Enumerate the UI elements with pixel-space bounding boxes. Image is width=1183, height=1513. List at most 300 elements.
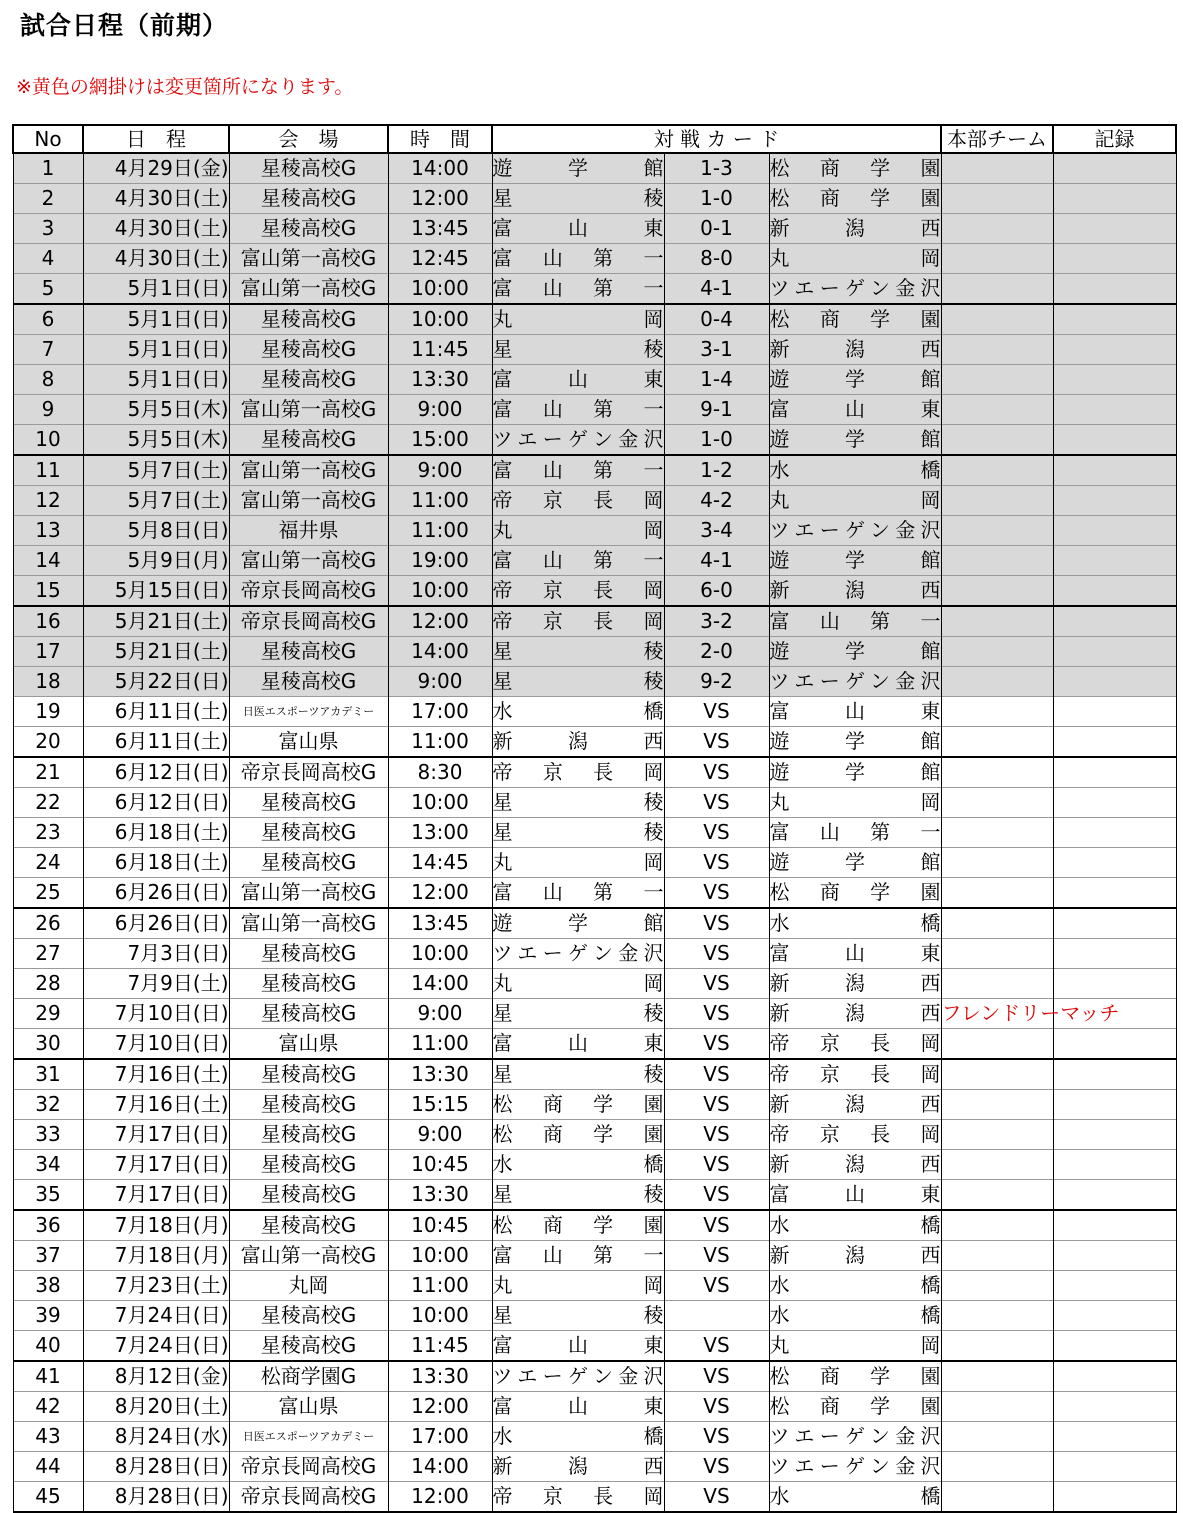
- match-score: VS: [664, 1331, 769, 1362]
- table-row: [13, 486, 1176, 516]
- table-row: [13, 214, 1176, 244]
- home-team: [492, 486, 664, 516]
- match-venue: 星稜高校G: [229, 153, 388, 184]
- home-team-label: 富山第一: [492, 1243, 664, 1267]
- away-team-label: 富山東: [769, 941, 941, 965]
- match-date: 5月21日(土): [83, 606, 229, 637]
- match-venue: 富山第一高校G: [229, 908, 388, 939]
- match-date: 4月30日(土): [83, 244, 229, 274]
- match-date: 7月18日(月): [83, 1210, 229, 1241]
- home-team: [492, 576, 664, 607]
- home-team: [492, 667, 664, 697]
- match-venue: 富山県: [229, 1029, 388, 1060]
- table-row: [13, 757, 1176, 788]
- match-record: [1053, 939, 1176, 969]
- match-venue: 星稜高校G: [229, 1331, 388, 1362]
- table-row: [13, 425, 1176, 456]
- away-team: [769, 848, 941, 878]
- home-team: [492, 395, 664, 425]
- home-team: [492, 1210, 664, 1241]
- match-venue: 富山第一高校G: [229, 244, 388, 274]
- home-team-label: 富山第一: [492, 458, 664, 482]
- table-row: [13, 1331, 1176, 1362]
- match-venue: 帝京長岡高校G: [229, 606, 388, 637]
- match-record: [1053, 1452, 1176, 1482]
- match-note: [941, 1210, 1053, 1241]
- match-record: [1053, 546, 1176, 576]
- match-venue: 富山第一高校G: [229, 455, 388, 486]
- home-team-label: 水橋: [492, 1424, 664, 1448]
- match-venue: 星稜高校G: [229, 969, 388, 999]
- home-team-label: 富山東: [492, 1333, 664, 1357]
- match-record: [1053, 1120, 1176, 1150]
- match-record: [1053, 425, 1176, 456]
- match-note: [941, 969, 1053, 999]
- match-note: [941, 516, 1053, 546]
- match-score: 6-0: [664, 576, 769, 607]
- match-record: [1053, 395, 1176, 425]
- away-team: [769, 1331, 941, 1362]
- match-venue: 富山第一高校G: [229, 546, 388, 576]
- match-score: 0-1: [664, 214, 769, 244]
- away-team: [769, 1180, 941, 1211]
- away-team: [769, 1210, 941, 1241]
- match-date: 7月3日(日): [83, 939, 229, 969]
- home-team: [492, 1029, 664, 1060]
- match-venue: 帝京長岡高校G: [229, 1452, 388, 1482]
- home-team: [492, 335, 664, 365]
- match-date: 5月1日(日): [83, 365, 229, 395]
- away-team: [769, 425, 941, 456]
- match-no: 30: [13, 1029, 83, 1060]
- away-team: [769, 999, 941, 1029]
- home-team-label: 星稜: [492, 790, 664, 814]
- table-row: [13, 1301, 1176, 1331]
- match-no: 33: [13, 1120, 83, 1150]
- away-team: [769, 939, 941, 969]
- match-score: VS: [664, 999, 769, 1029]
- match-score: VS: [664, 1210, 769, 1241]
- away-team: [769, 395, 941, 425]
- match-time: 8:30: [388, 757, 492, 788]
- home-team-label: 星稜: [492, 820, 664, 844]
- match-venue: 星稜高校G: [229, 184, 388, 214]
- match-no: 14: [13, 546, 83, 576]
- home-team: [492, 365, 664, 395]
- match-note: [941, 274, 1053, 305]
- match-record: [1053, 727, 1176, 758]
- match-note: [941, 184, 1053, 214]
- match-time: 13:45: [388, 214, 492, 244]
- away-team-label: 遊学館: [769, 850, 941, 874]
- away-team: [769, 304, 941, 335]
- match-venue: 星稜高校G: [229, 365, 388, 395]
- match-score: 3-2: [664, 606, 769, 637]
- match-score: 2-0: [664, 637, 769, 667]
- away-team-label: 帝京長岡: [769, 1062, 941, 1086]
- away-team: [769, 667, 941, 697]
- match-record: [1053, 969, 1176, 999]
- match-time: 14:00: [388, 637, 492, 667]
- match-score: VS: [664, 908, 769, 939]
- match-score: VS: [664, 1452, 769, 1482]
- home-team: [492, 244, 664, 274]
- match-time: 14:00: [388, 969, 492, 999]
- away-team-label: 帝京長岡: [769, 1122, 941, 1146]
- header-record: 記録: [1053, 125, 1176, 153]
- match-no: 22: [13, 788, 83, 818]
- away-team: [769, 727, 941, 758]
- page-title: 試合日程（前期）: [20, 11, 229, 40]
- away-team: [769, 1241, 941, 1271]
- home-team-label: 星稜: [492, 1001, 664, 1025]
- home-team-label: 新潟西: [492, 1454, 664, 1478]
- match-score: VS: [664, 1361, 769, 1392]
- home-team: [492, 1452, 664, 1482]
- away-team-label: 新潟西: [769, 337, 941, 361]
- home-team-label: 帝京長岡: [492, 578, 664, 602]
- away-team-label: ツエーゲン金沢: [769, 518, 941, 542]
- match-score: 1-0: [664, 425, 769, 456]
- home-team: [492, 999, 664, 1029]
- match-score: 1-4: [664, 365, 769, 395]
- match-record: [1053, 1059, 1176, 1090]
- match-score: VS: [664, 1090, 769, 1120]
- home-team-label: 富山東: [492, 367, 664, 391]
- match-score: 4-1: [664, 274, 769, 305]
- table-row: [13, 727, 1176, 758]
- away-team-label: 富山東: [769, 699, 941, 723]
- table-row: [13, 244, 1176, 274]
- table-row: [13, 184, 1176, 214]
- home-team: [492, 697, 664, 727]
- match-time: 12:00: [388, 184, 492, 214]
- match-venue: 富山第一高校G: [229, 1241, 388, 1271]
- match-time: 10:45: [388, 1210, 492, 1241]
- match-date: 7月17日(日): [83, 1120, 229, 1150]
- match-no: 24: [13, 848, 83, 878]
- table-row: [13, 153, 1176, 184]
- home-team-label: 遊学館: [492, 911, 664, 935]
- match-note: [941, 757, 1053, 788]
- away-team-label: 新潟西: [769, 1152, 941, 1176]
- match-venue: 富山第一高校G: [229, 274, 388, 305]
- match-venue: 星稜高校G: [229, 939, 388, 969]
- match-venue: 富山県: [229, 727, 388, 758]
- header-no: No: [13, 125, 83, 153]
- away-team-label: 新潟西: [769, 971, 941, 995]
- match-score: VS: [664, 1422, 769, 1452]
- match-venue: 富山県: [229, 1392, 388, 1422]
- match-venue: 星稜高校G: [229, 1301, 388, 1331]
- match-score: 4-2: [664, 486, 769, 516]
- schedule-table: [12, 124, 1177, 1513]
- home-team-label: ツエーゲン金沢: [492, 1364, 664, 1388]
- match-score: VS: [664, 1180, 769, 1211]
- table-row: [13, 365, 1176, 395]
- match-record: [1053, 1210, 1176, 1241]
- home-team-label: 富山東: [492, 1394, 664, 1418]
- match-note: [941, 214, 1053, 244]
- home-team: [492, 425, 664, 456]
- match-date: 8月20日(土): [83, 1392, 229, 1422]
- table-row: [13, 878, 1176, 909]
- match-time: 9:00: [388, 1120, 492, 1150]
- match-score: 3-4: [664, 516, 769, 546]
- match-score: VS: [664, 939, 769, 969]
- match-date: 6月11日(土): [83, 697, 229, 727]
- match-no: 36: [13, 1210, 83, 1241]
- match-date: 7月18日(月): [83, 1241, 229, 1271]
- table-row: [13, 818, 1176, 848]
- match-note: [941, 335, 1053, 365]
- match-note: [941, 606, 1053, 637]
- match-record: [1053, 1331, 1176, 1362]
- schedule-body: [13, 153, 1176, 1512]
- away-team: [769, 1059, 941, 1090]
- home-team-label: 丸岡: [492, 307, 664, 331]
- match-score: VS: [664, 1059, 769, 1090]
- away-team: [769, 1090, 941, 1120]
- home-team: [492, 727, 664, 758]
- match-no: 37: [13, 1241, 83, 1271]
- table-row: [13, 395, 1176, 425]
- match-note: [941, 878, 1053, 909]
- match-date: 7月23日(土): [83, 1271, 229, 1301]
- home-team-label: 富山第一: [492, 397, 664, 421]
- away-team-label: ツエーゲン金沢: [769, 1424, 941, 1448]
- home-team: [492, 1059, 664, 1090]
- match-note: [941, 1271, 1053, 1301]
- match-note: [941, 788, 1053, 818]
- match-time: 13:30: [388, 1059, 492, 1090]
- away-team-label: 水橋: [769, 1484, 941, 1508]
- match-record: [1053, 516, 1176, 546]
- match-note: [941, 1422, 1053, 1452]
- match-time: 10:00: [388, 1301, 492, 1331]
- away-team: [769, 818, 941, 848]
- table-row: [13, 1090, 1176, 1120]
- match-note: [941, 455, 1053, 486]
- match-record: [1053, 637, 1176, 667]
- away-team-label: 水橋: [769, 1273, 941, 1297]
- match-date: 5月5日(木): [83, 425, 229, 456]
- home-team-label: 松商学園: [492, 1122, 664, 1146]
- home-team: [492, 788, 664, 818]
- match-note: [941, 425, 1053, 456]
- home-team-label: 星稜: [492, 337, 664, 361]
- table-row: [13, 516, 1176, 546]
- match-venue: 星稜高校G: [229, 818, 388, 848]
- match-note: [941, 1301, 1053, 1331]
- match-no: 41: [13, 1361, 83, 1392]
- match-record: [1053, 486, 1176, 516]
- away-team-label: 新潟西: [769, 578, 941, 602]
- match-date: 8月28日(日): [83, 1482, 229, 1513]
- away-team: [769, 365, 941, 395]
- match-score: 1-2: [664, 455, 769, 486]
- home-team: [492, 1482, 664, 1513]
- home-team: [492, 878, 664, 909]
- away-team: [769, 335, 941, 365]
- away-team-label: 遊学館: [769, 427, 941, 451]
- match-time: 14:45: [388, 848, 492, 878]
- away-team: [769, 1361, 941, 1392]
- header-date: 日 程: [83, 125, 229, 153]
- away-team-label: 水橋: [769, 1303, 941, 1327]
- match-venue: 帝京長岡高校G: [229, 576, 388, 607]
- away-team: [769, 244, 941, 274]
- away-team: [769, 455, 941, 486]
- match-note: [941, 304, 1053, 335]
- match-venue: 帝京長岡高校G: [229, 757, 388, 788]
- away-team: [769, 546, 941, 576]
- away-team-label: 富山東: [769, 397, 941, 421]
- match-score: 3-1: [664, 335, 769, 365]
- match-date: 7月24日(日): [83, 1301, 229, 1331]
- match-date: 5月1日(日): [83, 274, 229, 305]
- away-team-label: 遊学館: [769, 729, 941, 753]
- match-no: 7: [13, 335, 83, 365]
- match-time: 17:00: [388, 697, 492, 727]
- match-time: 11:00: [388, 516, 492, 546]
- table-row: [13, 1271, 1176, 1301]
- home-team: [492, 848, 664, 878]
- match-no: 11: [13, 455, 83, 486]
- match-time: 11:00: [388, 727, 492, 758]
- match-venue: 星稜高校G: [229, 667, 388, 697]
- match-record: [1053, 1482, 1176, 1513]
- home-team: [492, 757, 664, 788]
- match-record: [1053, 1271, 1176, 1301]
- table-row: [13, 1392, 1176, 1422]
- match-no: 20: [13, 727, 83, 758]
- match-score: 4-1: [664, 546, 769, 576]
- home-team-label: 丸岡: [492, 518, 664, 542]
- away-team-label: 水橋: [769, 911, 941, 935]
- match-record: [1053, 667, 1176, 697]
- table-row: [13, 939, 1176, 969]
- match-record: [1053, 1422, 1176, 1452]
- match-note: [941, 244, 1053, 274]
- match-time: 10:00: [388, 1241, 492, 1271]
- match-note: [941, 1361, 1053, 1392]
- match-time: 9:00: [388, 667, 492, 697]
- match-record: [1053, 304, 1176, 335]
- away-team-label: 富山東: [769, 1182, 941, 1206]
- match-date: 5月1日(日): [83, 335, 229, 365]
- match-time: 13:30: [388, 1361, 492, 1392]
- match-record: [1053, 455, 1176, 486]
- away-team-label: ツエーゲン金沢: [769, 669, 941, 693]
- match-note: [941, 1331, 1053, 1362]
- match-date: 8月28日(日): [83, 1452, 229, 1482]
- home-team-label: 帝京長岡: [492, 760, 664, 784]
- match-score: 1-3: [664, 153, 769, 184]
- match-score: VS: [664, 1120, 769, 1150]
- away-team: [769, 1452, 941, 1482]
- match-score: 9-2: [664, 667, 769, 697]
- match-time: 13:30: [388, 1180, 492, 1211]
- match-note: [941, 546, 1053, 576]
- home-team-label: 水橋: [492, 699, 664, 723]
- match-no: 18: [13, 667, 83, 697]
- table-row: [13, 1120, 1176, 1150]
- match-time: 13:00: [388, 818, 492, 848]
- match-record: [1053, 878, 1176, 909]
- away-team: [769, 274, 941, 305]
- match-time: 17:00: [388, 1422, 492, 1452]
- match-date: 6月18日(土): [83, 848, 229, 878]
- match-no: 38: [13, 1271, 83, 1301]
- match-date: 4月29日(金): [83, 153, 229, 184]
- match-venue: 富山第一高校G: [229, 878, 388, 909]
- match-no: 27: [13, 939, 83, 969]
- match-record: [1053, 697, 1176, 727]
- home-team-label: 富山東: [492, 216, 664, 240]
- match-time: 11:45: [388, 1331, 492, 1362]
- table-row: [13, 788, 1176, 818]
- match-no: 5: [13, 274, 83, 305]
- home-team-label: 帝京長岡: [492, 609, 664, 633]
- match-time: 11:00: [388, 1271, 492, 1301]
- match-date: 7月24日(日): [83, 1331, 229, 1362]
- match-score: 0-4: [664, 304, 769, 335]
- home-team-label: 水橋: [492, 1152, 664, 1176]
- away-team: [769, 788, 941, 818]
- match-date: 6月12日(日): [83, 788, 229, 818]
- match-time: 12:00: [388, 1482, 492, 1513]
- match-no: 21: [13, 757, 83, 788]
- match-note: [941, 1090, 1053, 1120]
- match-time: 12:45: [388, 244, 492, 274]
- match-note: [941, 848, 1053, 878]
- table-row: [13, 606, 1176, 637]
- match-date: 6月18日(土): [83, 818, 229, 848]
- away-team-label: 松商学園: [769, 307, 941, 331]
- match-score: VS: [664, 878, 769, 909]
- home-team-label: 富山第一: [492, 246, 664, 270]
- away-team: [769, 1482, 941, 1513]
- match-date: 6月11日(土): [83, 727, 229, 758]
- away-team: [769, 908, 941, 939]
- match-time: 12:00: [388, 606, 492, 637]
- match-score: VS: [664, 1271, 769, 1301]
- away-team-label: 松商学園: [769, 186, 941, 210]
- header-row: [13, 125, 1176, 153]
- table-row: [13, 304, 1176, 335]
- match-time: 9:00: [388, 999, 492, 1029]
- home-team-label: 星稜: [492, 1182, 664, 1206]
- match-date: 5月1日(日): [83, 304, 229, 335]
- match-score: 9-1: [664, 395, 769, 425]
- away-team: [769, 184, 941, 214]
- match-date: 5月7日(土): [83, 455, 229, 486]
- away-team: [769, 1120, 941, 1150]
- away-team: [769, 969, 941, 999]
- match-no: 12: [13, 486, 83, 516]
- table-row: [13, 1210, 1176, 1241]
- away-team: [769, 1271, 941, 1301]
- match-note: [941, 1059, 1053, 1090]
- match-note: [941, 1180, 1053, 1211]
- match-note: [941, 908, 1053, 939]
- match-time: 14:00: [388, 1452, 492, 1482]
- match-date: 6月12日(日): [83, 757, 229, 788]
- match-venue: 松商学園G: [229, 1361, 388, 1392]
- match-date: 7月16日(土): [83, 1059, 229, 1090]
- home-team: [492, 969, 664, 999]
